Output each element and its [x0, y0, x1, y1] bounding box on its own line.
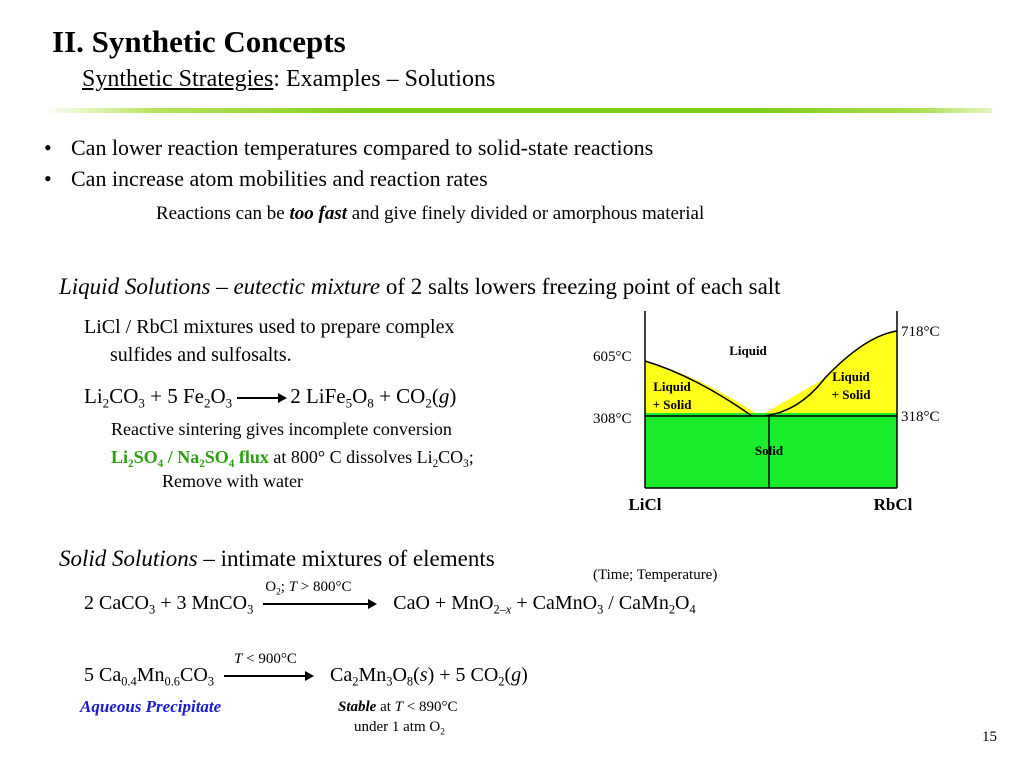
region-label-solid: Solid: [754, 443, 784, 458]
region-label-liquid-solid-left-2: + Solid: [652, 397, 692, 412]
eq-term: at 800° C dissolves Li: [268, 447, 433, 467]
slide-subtitle: [82, 66, 495, 93]
eq-term: (: [431, 384, 439, 408]
eq-sub: 4: [157, 457, 164, 470]
eq-sub: 3: [463, 457, 469, 470]
eq-term: 2 LiFe: [290, 384, 346, 408]
eq-term: 2 CaCO: [84, 592, 149, 614]
eq-term: + CO: [373, 384, 426, 408]
eq-term: / Na: [163, 447, 200, 467]
note-text: Reactions can be: [156, 203, 290, 224]
eq-sub: 2: [425, 395, 432, 411]
eq-sub: x: [505, 602, 512, 617]
eq-term: SO: [204, 447, 229, 467]
eq-sub: 0.4: [121, 674, 137, 689]
bullet-item: [44, 135, 653, 161]
eq-term: Mn: [136, 664, 165, 686]
equation-lifeo: [84, 384, 456, 409]
bullet-text: Can lower reaction temperatures compared to solid-state reactions: [71, 135, 654, 160]
eq-term: Ca: [330, 664, 353, 686]
heading-italic: Solid Solutions: [59, 546, 198, 571]
eq-term: O: [675, 592, 690, 614]
eq-sub: 2: [432, 457, 439, 470]
slide-title: II. Synthetic Concepts: [52, 24, 346, 59]
subtitle-underlined: Synthetic Strategies: [82, 66, 274, 92]
liquid-solutions-heading: [59, 274, 781, 300]
eq-sub: 3: [247, 602, 254, 617]
eq-term: T: [288, 579, 298, 596]
description-line: sulfides and sulfosalts.: [110, 344, 292, 366]
note-emphasis: too fast: [289, 203, 348, 224]
eq-term: + 5 Fe: [144, 384, 204, 408]
flux-formula: [111, 447, 269, 470]
eq-sub: 8: [367, 395, 374, 411]
eq-term: flux: [234, 447, 269, 467]
temp-label-308: 308°C: [593, 411, 632, 427]
stability-text: < 890°C: [403, 699, 458, 715]
eq-term: CO: [438, 447, 464, 467]
eq-term: Li: [84, 384, 103, 408]
eq-sub: 8: [406, 674, 414, 689]
reaction-condition: [265, 579, 351, 596]
eq-term: O: [392, 664, 407, 686]
time-temperature-note: (Time; Temperature): [593, 567, 718, 583]
heading-rest: – intimate mixtures of elements: [197, 546, 495, 571]
region-label-liquid-solid-left-1: Liquid: [653, 379, 691, 394]
eq-term: + CaMnO: [511, 592, 598, 614]
eq-term: ;: [280, 579, 289, 596]
stability-line: [338, 717, 457, 737]
sintering-note: Reactive sintering gives incomplete conversion: [111, 419, 452, 439]
eq-sub: 3: [225, 395, 233, 411]
eq-sub: 2: [199, 457, 205, 470]
eq-phase: g: [511, 664, 522, 686]
stability-emphasis: Stable: [338, 699, 377, 715]
stability-line: [338, 697, 457, 717]
stability-note: [338, 697, 457, 737]
bullet-dot: •: [44, 166, 52, 191]
eq-term: O: [210, 384, 226, 408]
bullet-text: Can increase atom mobilities and reaction rates: [71, 166, 488, 191]
eq-phase: g: [438, 384, 450, 408]
eq-term: SO: [133, 447, 158, 467]
eq-sub: 2: [352, 674, 359, 689]
eq-term: CO: [109, 384, 139, 408]
eq-sub: [493, 602, 511, 616]
stability-text: at: [376, 699, 395, 715]
reaction-arrow-icon: [263, 603, 375, 605]
description-line: LiCl / RbCl mixtures used to prepare complex: [84, 316, 455, 338]
bullet-item: [44, 166, 488, 192]
eq-sub: 2: [128, 457, 134, 470]
bullet-dot: •: [44, 135, 52, 160]
axis-label-rbcl: RbCl: [873, 495, 913, 514]
eq-sub: 3: [207, 674, 215, 689]
aqueous-precipitate-label: Aqueous Precipitate: [80, 697, 222, 716]
eq-sub: 4: [228, 457, 235, 470]
flux-note-line2: Remove with water: [162, 471, 303, 491]
eq-term: Mn: [358, 664, 387, 686]
eq-term: O: [265, 579, 277, 596]
eq-term: ): [449, 384, 457, 408]
eq-term: (: [504, 664, 512, 686]
solid-solutions-heading: [59, 546, 495, 572]
eq-term: < 900°C: [242, 651, 297, 668]
temp-label-605: 605°C: [593, 349, 632, 365]
reaction-condition: [234, 651, 297, 668]
eq-sub: 2: [440, 727, 445, 738]
eq-term: > 800°C: [297, 579, 352, 596]
reaction-arrow-icon: [237, 397, 285, 399]
eq-sub: 4: [689, 602, 696, 617]
eq-term: CO: [180, 664, 208, 686]
eq-term: / CaMn: [603, 592, 669, 614]
temp-label-318: 318°C: [901, 409, 940, 425]
region-label-liquid: Liquid: [729, 343, 767, 358]
title-divider: [42, 108, 992, 113]
region-label-liquid-solid-right-2: + Solid: [831, 387, 871, 402]
eq-term: CaO + MnO: [393, 592, 494, 614]
page-number: 15: [982, 729, 997, 745]
note-text: and give finely divided or amorphous material: [347, 203, 705, 224]
flux-note: [111, 447, 474, 468]
eq-sub: 3: [386, 674, 393, 689]
eq-phase: s: [419, 664, 428, 686]
eq-term: ;: [468, 447, 474, 467]
licl-description: [84, 313, 455, 369]
equation-camno-precipitate: [84, 651, 528, 689]
eq-sub: 3: [138, 395, 145, 411]
eq-term: Li: [111, 447, 129, 467]
stability-text: T: [394, 699, 404, 715]
eq-sub: 2: [203, 395, 211, 411]
licl-rbcl-phase-diagram: [585, 306, 955, 526]
eq-term: 5 Ca: [84, 664, 122, 686]
eq-sub: 3: [149, 602, 156, 617]
subtitle-rest: : Examples – Solutions: [273, 66, 496, 92]
eq-sub: 3: [597, 602, 604, 617]
reaction-arrow-with-condition: [263, 579, 383, 605]
eq-sub: 2: [668, 602, 676, 617]
eq-sub: 2: [276, 587, 281, 598]
eq-sub: 0.6: [164, 674, 181, 689]
eq-term: T: [234, 651, 243, 668]
reaction-arrow-icon: [224, 675, 312, 677]
eq-sub: 2: [498, 674, 505, 689]
temp-label-718: 718°C: [901, 324, 940, 340]
eq-term: O: [352, 384, 368, 408]
eq-sub: 5: [345, 395, 353, 411]
eq-term: ): [521, 664, 528, 686]
heading-italic: Liquid Solutions – eutectic mixture: [59, 274, 381, 299]
eq-term: + 3 MnCO: [155, 592, 248, 614]
axis-label-licl: LiCl: [628, 495, 662, 514]
eq-sub: 2–: [493, 602, 506, 617]
eq-term: (: [413, 664, 420, 686]
reactions-note: [156, 203, 704, 225]
region-label-liquid-solid-right-1: Liquid: [832, 369, 870, 384]
eq-term: ) + 5 CO: [427, 664, 499, 686]
heading-rest: of 2 salts lowers freezing point of each salt: [380, 274, 781, 299]
eq-sub: 2: [102, 395, 110, 411]
reaction-arrow-with-condition: [224, 651, 320, 677]
stability-text: under 1 atm O: [354, 719, 441, 735]
equation-camno: [84, 579, 696, 617]
